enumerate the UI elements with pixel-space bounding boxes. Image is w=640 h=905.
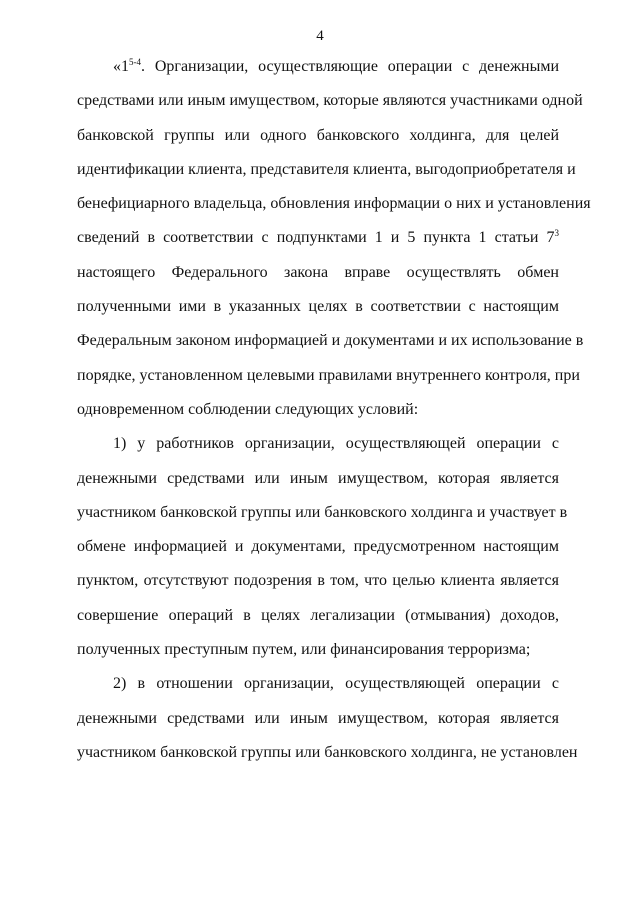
text-line: порядке, установленном целевыми правилами внутреннего контроля, при (77, 366, 580, 384)
paragraph-1 (77, 57, 591, 435)
page-number: 4 (316, 28, 324, 44)
text-line: участником банковской группы или банковского холдинга, не установлен (77, 743, 578, 761)
text-line: «1$^{5-4}$. Организации, осуществляющие операции с денежными (113, 57, 559, 75)
text-line: денежными средствами или иным имуществом, которая является (77, 469, 559, 487)
text-line: совершение операций в целях легализации (отмывания) доходов, (77, 606, 559, 624)
text-line: средствами или иным имуществом, которые являются участниками одной (77, 92, 583, 110)
text-line: участником банковской группы или банковского холдинга и участвует в (77, 503, 568, 521)
text-line: полученными ими в указанных целях в соответствии с настоящим (77, 298, 559, 316)
text-line: одновременном соблюдении следующих условий: (77, 400, 419, 418)
text-line: 2) в отношении организации, осуществляющей операции с (113, 675, 559, 693)
text-line: банковской группы или одного банковского холдинга, для целей (77, 126, 559, 144)
text-line: обмене информацией и документами, предусмотренном настоящим (77, 538, 559, 556)
text-line: 1) у работников организации, осуществляющей операции с (113, 435, 559, 453)
text-line: пунктом, отсутствуют подозрения в том, что целью клиента является (77, 572, 559, 590)
text-line: идентификации клиента, представителя клиента, выгодоприобретателя и (77, 160, 576, 178)
superscript: 5-4 (129, 57, 141, 67)
paragraph-3 (77, 675, 578, 778)
document-body (77, 57, 591, 778)
paragraph-2 (77, 435, 568, 675)
text-line: полученных преступным путем, или финансирования терроризма; (77, 641, 531, 659)
text-line: сведений в соответствии с подпунктами 1 и 5 пункта 1 статьи $7^3$ (77, 228, 559, 247)
text-line: денежными средствами или иным имуществом, которая является (77, 709, 559, 727)
text-line: Федеральным законом информацией и документами и их использование в (77, 332, 584, 350)
text-line: бенефициарного владельца, обновления информации о них и установления (77, 195, 591, 213)
text-line: настоящего Федерального закона вправе осуществлять обмен (77, 263, 559, 281)
superscript: 3 (554, 228, 559, 239)
